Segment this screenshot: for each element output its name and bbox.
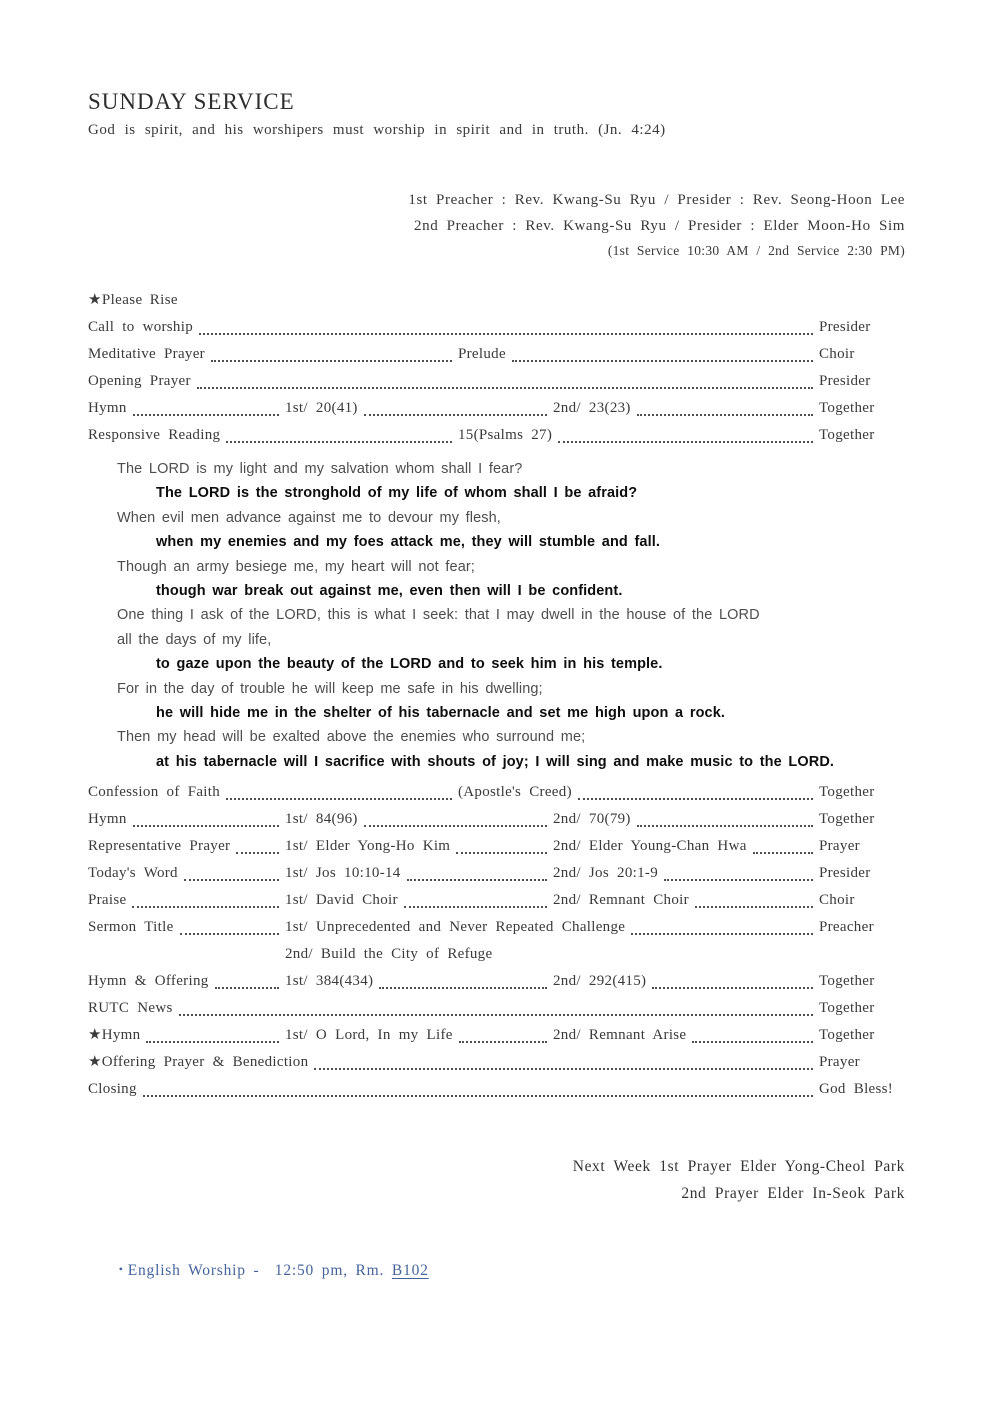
reading-line: Then my head will be exalted above the enemies who surround me; — [117, 729, 586, 746]
order-of-service-1 — [88, 314, 905, 449]
order-item-label: Call to worship — [88, 319, 193, 335]
order-label-cell — [88, 395, 285, 422]
english-worship-text: English Worship - 12:50 pm, Rm. — [127, 1262, 392, 1280]
dot-leader — [132, 887, 279, 908]
reading-line: The LORD is my light and my salvation whom shall I fear? — [117, 461, 523, 477]
order-item-label: Representative Prayer — [88, 838, 231, 855]
order-row-responsive-reading — [88, 422, 905, 449]
dot-leader — [404, 887, 547, 908]
order-of-service-2 — [88, 779, 905, 1103]
order-item-first: 1st/ O Lord, In my Life — [285, 1027, 453, 1044]
english-worship-note — [88, 1233, 905, 1307]
order-item-first: 1st/ Jos 10:10-14 — [285, 865, 401, 882]
order-first-cell — [285, 395, 553, 422]
order-item-right: Together — [819, 1000, 875, 1017]
order-item-right: Choir — [819, 346, 855, 362]
next-week-line-1: Next Week 1st Prayer Elder Yong-Cheol Park — [572, 1158, 905, 1176]
next-week-line-2: 2nd Prayer Elder In-Seok Park — [681, 1185, 905, 1203]
dot-leader — [379, 968, 547, 989]
order-item-second: 2nd/ 70(79) — [553, 811, 631, 828]
order-row-hymn-2 — [88, 806, 905, 833]
dot-leader — [215, 968, 279, 989]
dot-leader — [631, 914, 813, 935]
order-row-sermon-title-second — [88, 941, 905, 968]
order-first-cell — [285, 968, 553, 995]
order-first-cell — [285, 887, 553, 914]
order-label-cell — [88, 341, 458, 368]
dot-leader — [695, 887, 813, 908]
order-item-right: Together — [819, 427, 875, 443]
order-item-first: 1st/ 84(96) — [285, 811, 358, 828]
order-item-label: ★Offering Prayer & Benediction — [88, 1054, 309, 1071]
order-item-second: 2nd/ Remnant Choir — [553, 892, 689, 909]
order-item-label: Closing — [88, 1081, 137, 1098]
service-times: (1st Service 10:30 AM / 2nd Service 2:30 PM) — [607, 243, 905, 258]
order-item-mid: (Apostle's Creed) — [458, 784, 572, 801]
order-row-hymn — [88, 395, 905, 422]
page-title: SUNDAY SERVICE — [88, 89, 295, 114]
order-label-cell — [88, 914, 285, 941]
reading-line: One thing I ask of the LORD, this is what I seek: that I may dwell in the house of the LORD — [117, 607, 760, 624]
order-item-label: Hymn — [88, 811, 127, 828]
dot-leader — [133, 806, 279, 827]
dot-leader — [558, 422, 813, 443]
order-item-label: Opening Prayer — [88, 373, 191, 389]
order-first-cell — [285, 833, 553, 860]
dot-leader — [407, 860, 547, 881]
dot-leader — [652, 968, 813, 989]
dot-leader — [179, 995, 813, 1016]
reading-line: Though an army besiege me, my heart will not fear; — [117, 558, 475, 575]
responsive-reading-text — [88, 457, 905, 774]
order-item-first: 1st/ David Choir — [285, 892, 398, 909]
reading-line-response: he will hide me in the shelter of his tabernacle and set me high upon a rock. — [156, 705, 726, 722]
order-item-second: 2nd/ Elder Young-Chan Hwa — [553, 838, 747, 855]
reading-line-response: The LORD is the stronghold of my life of whom shall I be afraid? — [156, 485, 638, 502]
order-item-label: RUTC News — [88, 1000, 173, 1017]
dot-leader — [664, 860, 813, 881]
order-item-right: Choir — [819, 892, 855, 909]
order-row-praise — [88, 887, 905, 914]
dot-leader — [753, 833, 813, 854]
order-item-mid: Prelude — [458, 346, 506, 362]
reading-line-response: to gaze upon the beauty of the LORD and to seek him in his temple. — [156, 656, 663, 673]
scripture-subtitle: God is spirit, and his worshipers must worship in spirit and in truth. (Jn. 4:24) — [88, 122, 666, 138]
order-row-closing-hymn — [88, 1022, 905, 1049]
reading-line-response: when my enemies and my foes attack me, they will stumble and fall. — [156, 534, 660, 551]
order-item-right: Together — [819, 811, 875, 828]
order-item-right: Presider — [819, 373, 871, 389]
reading-line: For in the day of trouble he will keep me safe in his dwelling; — [117, 680, 543, 697]
order-row-todays-word — [88, 860, 905, 887]
preacher-block — [88, 187, 905, 263]
order-label-cell — [88, 968, 285, 995]
order-item-second: 2nd/ 292(415) — [553, 973, 647, 990]
order-item-label: Responsive Reading — [88, 427, 221, 443]
bullet-icon: • — [118, 1262, 124, 1277]
order-item-right: Together — [819, 400, 875, 416]
order-item-first: 1st/ 384(434) — [285, 973, 374, 990]
order-label-cell — [88, 1022, 285, 1049]
order-item-label: ★Hymn — [88, 1027, 141, 1044]
reading-line-response: though war break out against me, even then will I be confident. — [156, 583, 623, 600]
order-item-mid: 15(Psalms 27) — [458, 427, 553, 443]
dot-leader — [197, 368, 813, 389]
order-item-label: Today's Word — [88, 865, 178, 882]
order-item-label: Sermon Title — [88, 919, 174, 936]
reading-line: When evil men advance against me to devour my flesh, — [117, 509, 501, 526]
order-item-right: Together — [819, 784, 875, 801]
dot-leader — [236, 833, 279, 854]
dot-leader — [143, 1076, 813, 1097]
dot-leader — [459, 1022, 547, 1043]
order-item-second: 2nd/ Remnant Arise — [553, 1027, 687, 1044]
order-first-cell — [285, 860, 553, 887]
order-label-cell — [88, 887, 285, 914]
order-item-right: Presider — [819, 865, 871, 882]
order-first-cell — [285, 1022, 553, 1049]
order-item-label: Confession of Faith — [88, 784, 221, 801]
order-label-cell — [88, 779, 458, 806]
order-row-opening-prayer — [88, 368, 905, 395]
preacher-line-2: 2nd Preacher : Rev. Kwang-Su Ryu / Presider : Elder Moon-Ho Sim — [414, 218, 905, 234]
order-row-representative-prayer — [88, 833, 905, 860]
order-item-first: 1st/ Elder Yong-Ho Kim — [285, 838, 451, 855]
order-row-hymn-offering — [88, 968, 905, 995]
order-item-label: Hymn & Offering — [88, 973, 209, 990]
dot-leader — [314, 1049, 813, 1070]
dot-leader — [146, 1022, 279, 1043]
english-worship-room-link[interactable]: B102 — [391, 1262, 429, 1280]
order-item-right: Presider — [819, 319, 871, 335]
order-row-closing — [88, 1076, 905, 1103]
order-label-cell — [88, 806, 285, 833]
order-item-first: 1st/ 20(41) — [285, 400, 358, 416]
order-item-right: Together — [819, 1027, 875, 1044]
dot-leader — [456, 833, 547, 854]
order-row-offering-prayer-benediction — [88, 1049, 905, 1076]
order-row-confession — [88, 779, 905, 806]
order-item-right: Prayer — [819, 838, 860, 855]
dot-leader — [578, 779, 813, 800]
order-row-rutc-news — [88, 995, 905, 1022]
dot-leader — [133, 395, 279, 416]
order-item-right: Prayer — [819, 1054, 860, 1071]
order-item-right: Preacher — [819, 919, 874, 936]
dot-leader — [211, 341, 452, 362]
sermon-title-second: 2nd/ Build the City of Refuge — [285, 946, 493, 963]
order-item-second: 2nd/ 23(23) — [553, 400, 631, 416]
dot-leader — [364, 395, 547, 416]
dot-leader — [512, 341, 813, 362]
order-first-cell — [285, 806, 553, 833]
order-label-cell — [88, 422, 458, 449]
dot-leader — [199, 314, 813, 335]
next-week-block — [88, 1153, 905, 1207]
indent-spacer — [88, 941, 285, 968]
dot-leader — [180, 914, 279, 935]
order-label-cell — [88, 833, 285, 860]
reading-line-response: at his tabernacle will I sacrifice with shouts of joy; I will sing and make music to the LORD. — [156, 753, 835, 770]
dot-leader — [184, 860, 279, 881]
order-item-label: Hymn — [88, 400, 127, 416]
order-item-label: Praise — [88, 892, 127, 909]
dot-leader — [692, 1022, 813, 1043]
dot-leader — [637, 395, 813, 416]
dot-leader — [364, 806, 547, 827]
order-item-right: God Bless! — [819, 1081, 894, 1098]
reading-line: all the days of my life, — [117, 631, 272, 648]
dot-leader — [226, 422, 452, 443]
order-label-cell — [88, 860, 285, 887]
order-item-second: 2nd/ Jos 20:1-9 — [553, 865, 659, 882]
order-item-label: Meditative Prayer — [88, 346, 205, 362]
dot-leader — [637, 806, 813, 827]
order-row-call-to-worship — [88, 314, 905, 341]
order-row-meditative-prayer — [88, 341, 905, 368]
sermon-title-first: 1st/ Unprecedented and Never Repeated Challenge — [285, 919, 626, 936]
dot-leader — [226, 779, 452, 800]
please-rise-note: ★Please Rise — [88, 292, 178, 308]
order-row-sermon-title — [88, 914, 905, 941]
order-item-right: Together — [819, 973, 875, 990]
preacher-line-1: 1st Preacher : Rev. Kwang-Su Ryu / Presider : Rev. Seong-Hoon Lee — [408, 192, 905, 208]
